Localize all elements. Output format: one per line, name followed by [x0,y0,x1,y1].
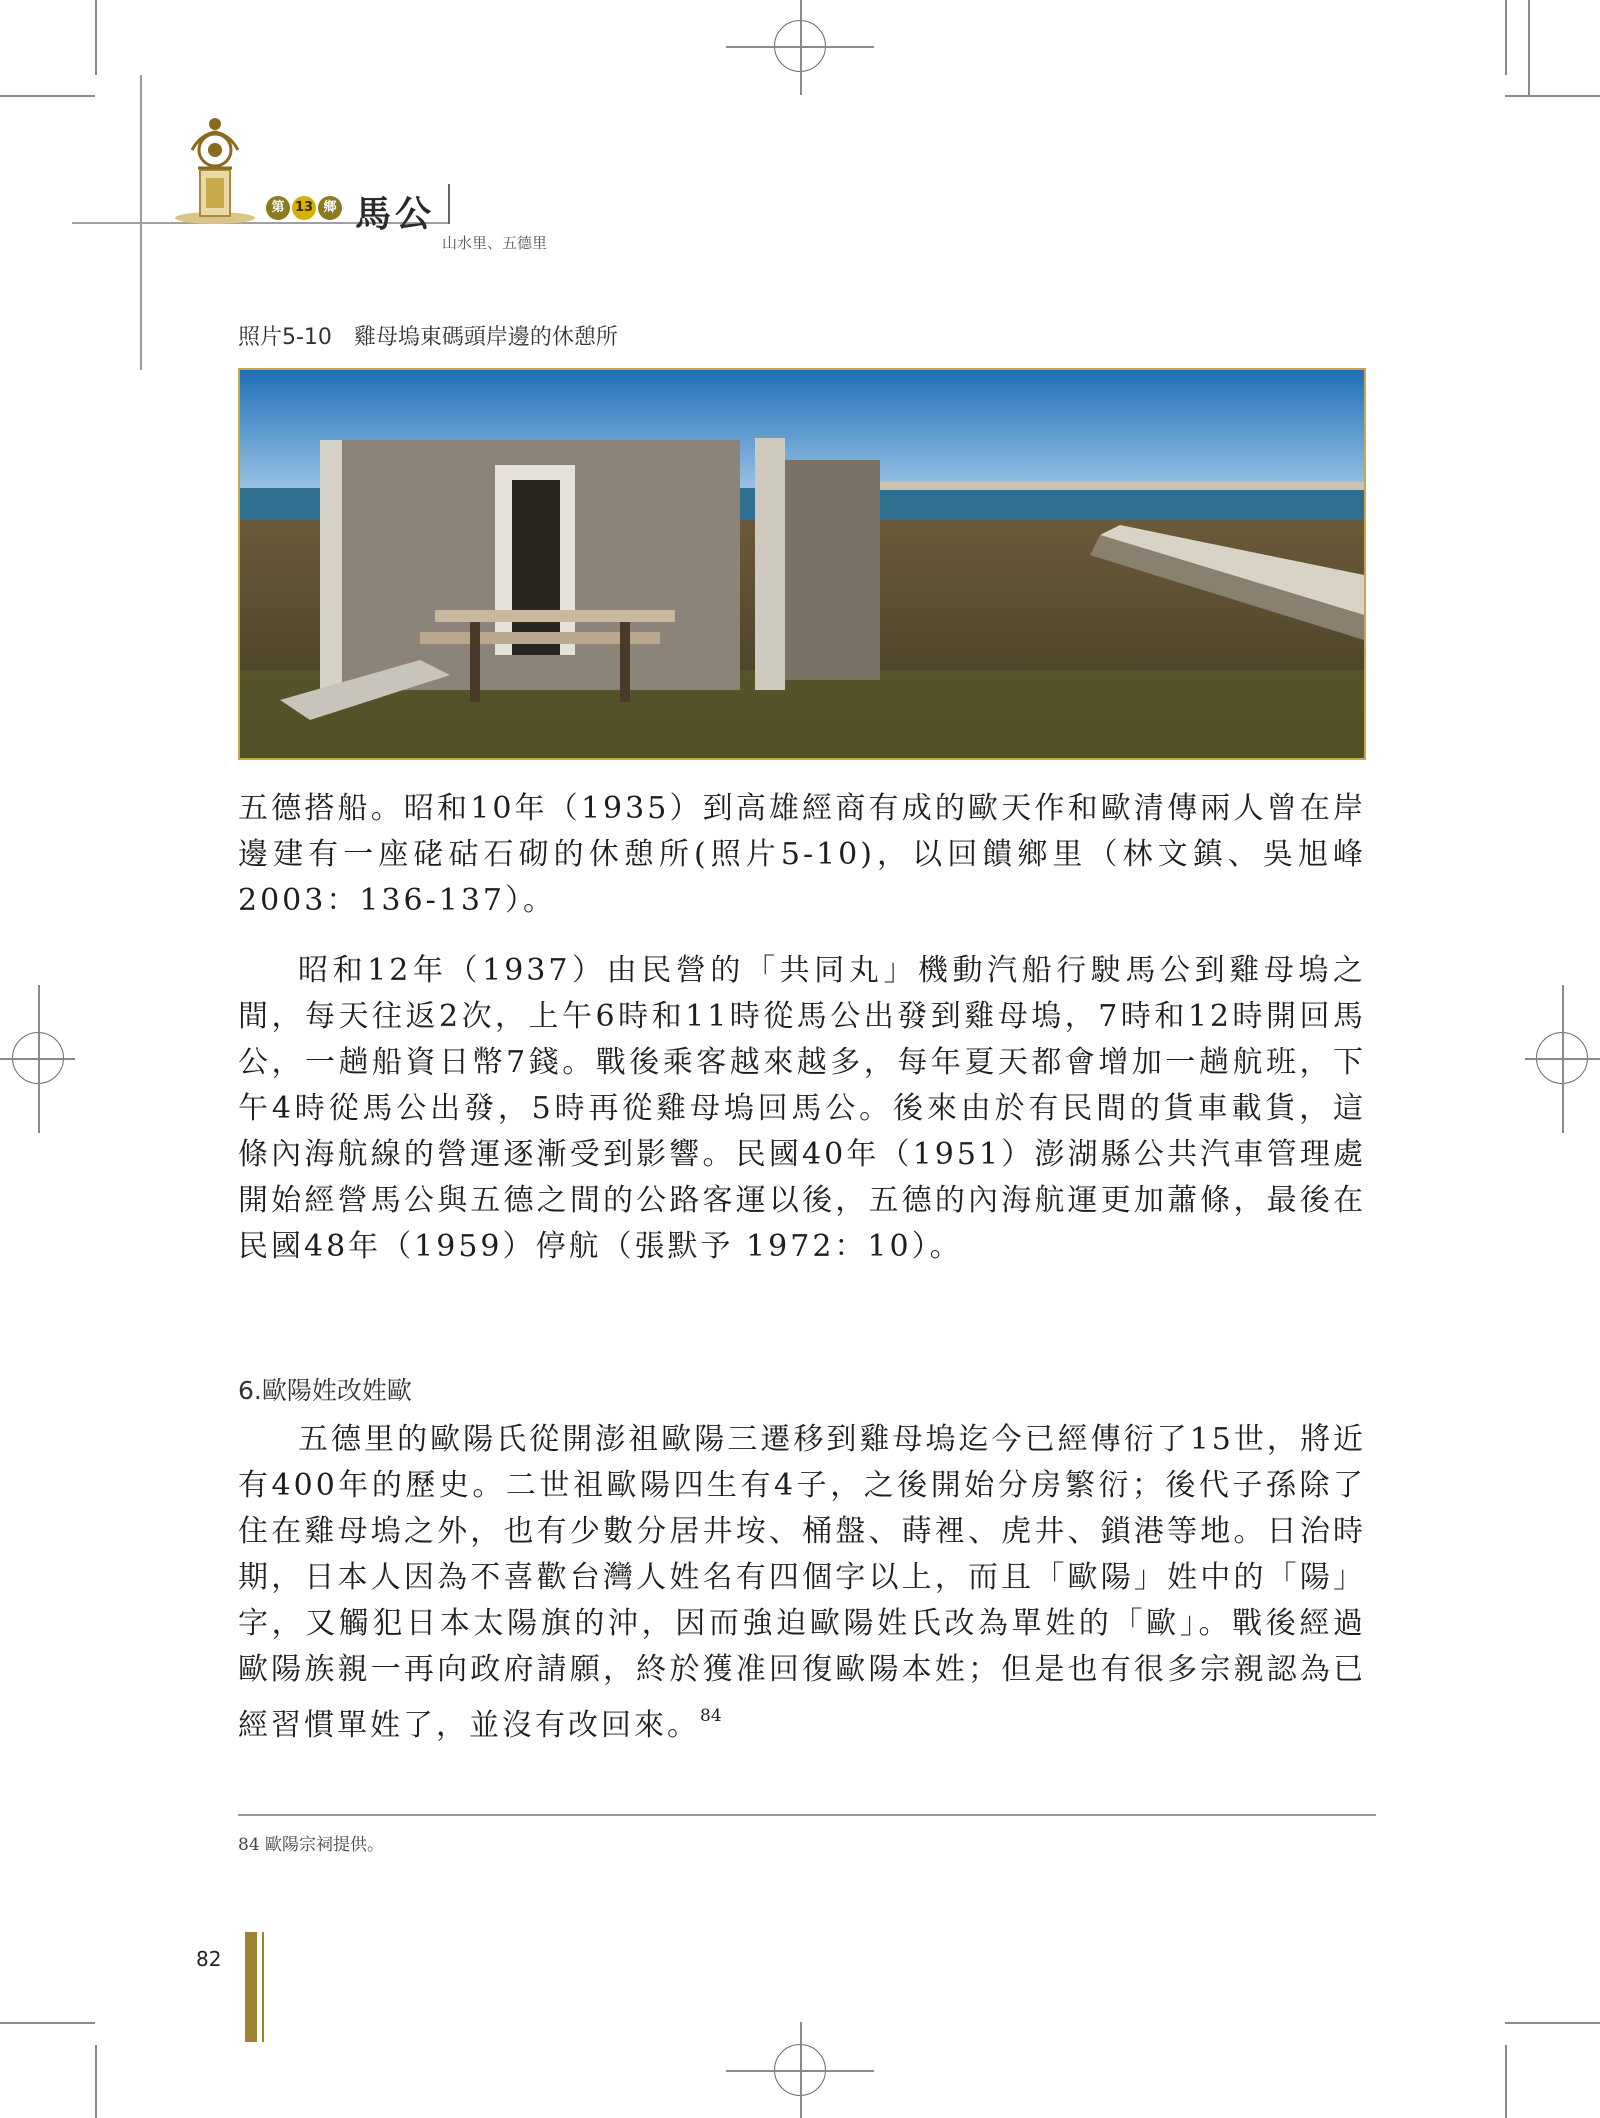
registration-mark-right [1562,985,1564,1133]
page-number-bar [245,1932,257,2042]
section-heading: 6.歐陽姓改姓歐 [238,1376,412,1405]
crop-mark [0,95,95,97]
header-rule [448,184,450,224]
rest-house-photo [238,368,1366,760]
body-paragraph: 昭和12年（1937）由民營的「共同丸」機動汽船行駛馬公到雞母塢之間，每天往返2次，上午6時和11時從馬公出發到雞母塢，7時和12時開回馬公，一趟船資日幣7錢。戰後乘客越來越多，每年夏天都會增加一趟航班，下午4時從馬公出發，5時再從雞母塢回馬公。後來由於有民間的貨車載貨，這條內海航線的營運逐漸受到影響。民國40年（1951）澎湖縣公共汽車管理處開始經營馬公與五德之間的公路客運以後，五德的內海航運更加蕭條，最後在民國48年（1959）停航（張默予 1972：10）。 [238,953,1366,1264]
registration-mark-left [38,985,40,1133]
chapter-number: 13 [292,196,316,220]
footnote-reference[interactable]: 84 [700,1706,722,1726]
photo-caption: 照片5-10 雞母塢東碼頭岸邊的休憩所 [238,325,618,350]
body-paragraph-text: 五德里的歐陽氏從開澎祖歐陽三遷移到雞母塢迄今已經傳衍了15世，將近有400年的歷史。二世祖歐陽四生有4子，之後開始分房繁衍；後代子孫除了住在雞母塢之外，也有少數分居井垵、桶盤、蒔裡、虎井、鎖港等地。日治時期，日本人因為不喜歡台灣人姓名有四個字以上，而且「歐陽」姓中的「陽」字，又觸犯日本太陽旗的沖，因而強迫歐陽姓氏改為單姓的「歐」。戰後經過歐陽族親一再向政府請願，終於獲准回復歐陽本姓；但是也有很多宗親認為已經習慣單姓了，並沒有改回來。 [238,1422,1366,1743]
chapter-badge [266,196,342,220]
footnote-divider [238,1814,1376,1816]
page-number-bar [262,1932,264,2042]
crop-mark [1505,0,1507,75]
crop-mark [1505,2022,1600,2024]
registration-mark-top [800,0,802,95]
crop-mark [95,0,97,75]
series-subtitle: 山水里、五德里 [442,234,548,252]
body-paragraph [238,1417,1366,1749]
footnote-text: 84 歐陽宗祠提供。 [238,1835,385,1855]
crop-mark [95,2045,97,2118]
chapter-prefix: 第 [266,196,290,220]
temple-tower-logo [170,110,260,225]
crop-mark [1505,95,1600,97]
crop-mark [1505,2045,1507,2118]
chapter-suffix: 鄉 [318,196,342,220]
crop-mark [0,2022,95,2024]
page-number: 82 [196,1947,222,1971]
registration-mark-bottom [800,2022,802,2118]
crop-mark [1528,0,1530,95]
series-title: 馬公 [355,193,436,235]
body-paragraph: 五德搭船。昭和10年（1935）到高雄經商有成的歐天作和歐清傳兩人曾在岸邊建有一座硓𥑮石砌的休憩所(照片5-10)，以回饋鄉里（林文鎮、吳旭峰 2003：136-137）。 [238,791,1366,918]
